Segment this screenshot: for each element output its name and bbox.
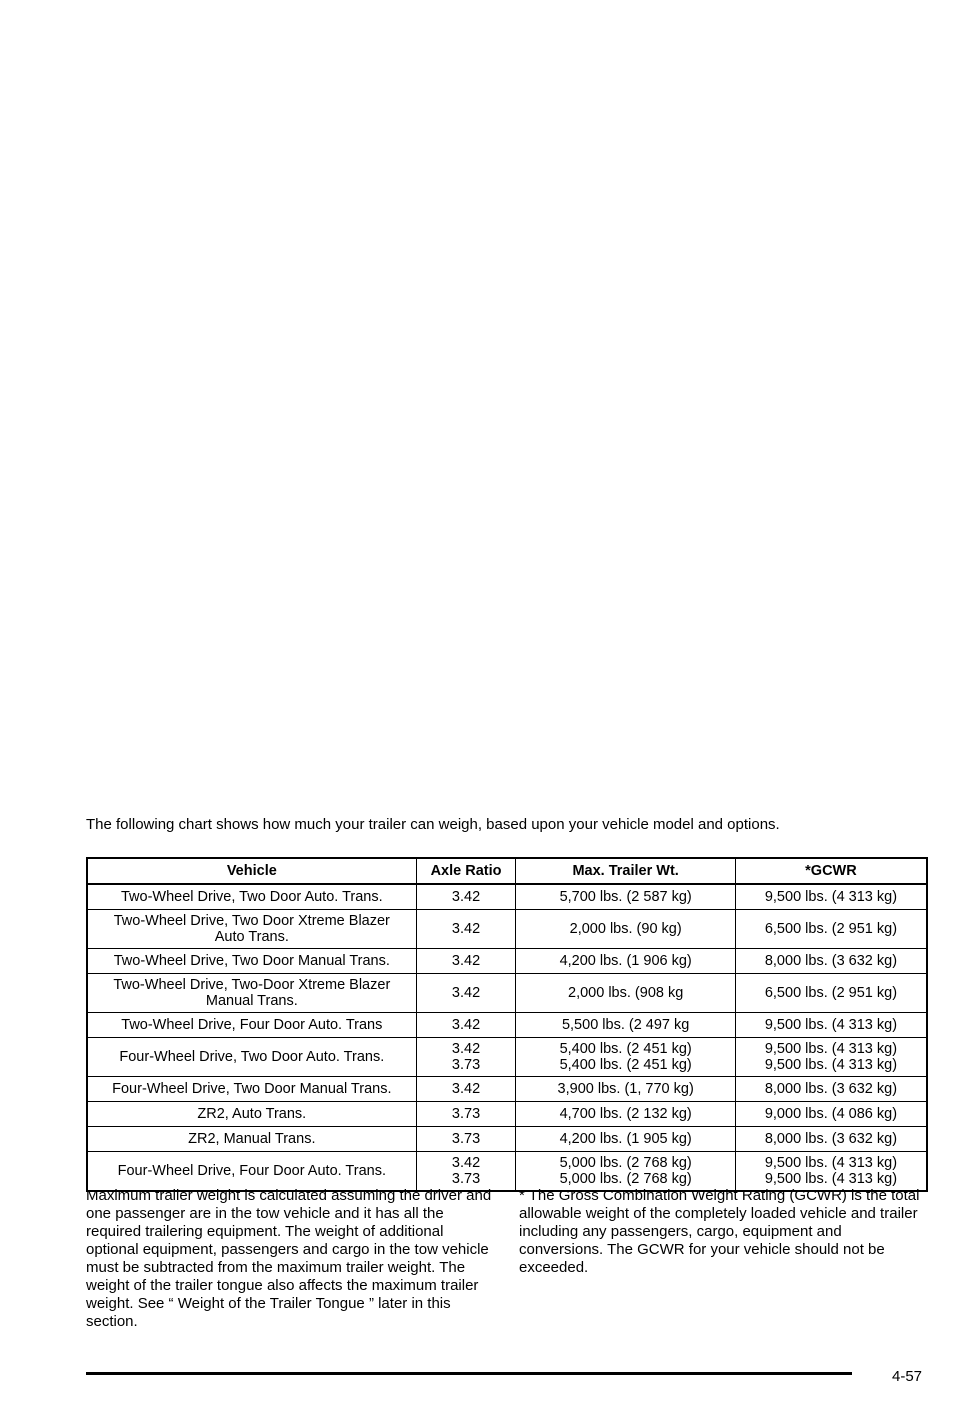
cell-line: 4,700 lbs. (2 132 kg): [559, 1106, 692, 1122]
cell-vehicle: [87, 1077, 416, 1102]
cell-line: Four-Wheel Drive, Four Door Auto. Trans.: [117, 1163, 386, 1179]
cell-gcwr: [735, 949, 927, 974]
cell-line: 6,500 lbs. (2 951 kg): [764, 921, 898, 937]
table-row: [87, 1152, 927, 1192]
cell-max-trailer-wt: [516, 1127, 735, 1152]
cell-line: 3.42: [451, 1041, 481, 1057]
cell-axle-ratio: [416, 974, 516, 1013]
table-row: [87, 1077, 927, 1102]
cell-axle-ratio: [416, 1127, 516, 1152]
cell-max-trailer-wt: [516, 1152, 735, 1192]
cell-vehicle: [87, 949, 416, 974]
left-paragraph: Maximum trailer weight is calculated assuming the driver and one passenger are in the tow vehicle and it has all the required trailering equipment. The weight of additional optional equipment, passengers and cargo in the tow vehicle must be subtracted from the maximum trailer weight. The weight of the trailer tongue also affects the maximum trailer weight. See “ Weight of the Trailer Tongue ” later in this section.: [86, 1187, 492, 1330]
cell-line: 4,200 lbs. (1 906 kg): [559, 953, 692, 969]
intro-text: The following chart shows how much your trailer can weigh, based upon your vehicle model and options.: [86, 816, 780, 833]
cell-axle-ratio: [416, 1077, 516, 1102]
cell-vehicle: [87, 1038, 416, 1077]
footer-rule: [86, 1372, 852, 1375]
cell-line: Two-Wheel Drive, Four Door Auto. Trans: [121, 1017, 383, 1033]
cell-max-trailer-wt: [516, 884, 735, 910]
cell-line: Two-Wheel Drive, Two Door Auto. Trans.: [120, 889, 383, 905]
cell-line: 8,000 lbs. (3 632 kg): [764, 1131, 898, 1147]
cell-line: 4,200 lbs. (1 905 kg): [559, 1131, 692, 1147]
cell-axle-ratio: [416, 1038, 516, 1077]
trailer-weight-table: [86, 857, 928, 1192]
table-row: [87, 1038, 927, 1077]
table-header-row: [87, 858, 927, 884]
cell-axle-ratio: [416, 1152, 516, 1192]
cell-gcwr: [735, 1152, 927, 1192]
table-row: [87, 949, 927, 974]
header-vehicle: Vehicle: [87, 858, 416, 884]
table-row: [87, 1013, 927, 1038]
cell-line: 5,000 lbs. (2 768 kg): [559, 1155, 692, 1171]
gcwr-footnote: * The Gross Combination Weight Rating (GCWR) is the total allowable weight of the completely loaded vehicle and trailer including any passengers, cargo, equipment and conversions. The GCWR for your vehicle should not be exceeded.: [519, 1187, 920, 1276]
table-row: [87, 884, 927, 910]
cell-vehicle: [87, 974, 416, 1013]
cell-gcwr: [735, 974, 927, 1013]
cell-line: 3.42: [451, 953, 481, 969]
table-row: [87, 1102, 927, 1127]
cell-line: Two-Wheel Drive, Two Door Xtreme Blazer: [113, 913, 390, 929]
cell-line: 9,500 lbs. (4 313 kg): [764, 1041, 898, 1057]
cell-line: 8,000 lbs. (3 632 kg): [764, 953, 898, 969]
cell-axle-ratio: [416, 884, 516, 910]
cell-vehicle: [87, 1102, 416, 1127]
cell-line: 3.73: [451, 1106, 481, 1122]
cell-vehicle: [87, 1127, 416, 1152]
cell-line: 3.42: [451, 1081, 481, 1097]
cell-max-trailer-wt: [516, 949, 735, 974]
cell-line: 3.42: [451, 985, 481, 1001]
table-row: [87, 910, 927, 949]
cell-axle-ratio: [416, 910, 516, 949]
cell-line: 3.42: [451, 1155, 481, 1171]
cell-line: Auto Trans.: [214, 929, 289, 945]
cell-line: 5,700 lbs. (2 587 kg): [559, 889, 692, 905]
cell-line: 9,500 lbs. (4 313 kg): [764, 1155, 898, 1171]
cell-line: 6,500 lbs. (2 951 kg): [764, 985, 898, 1001]
cell-line: 3,900 lbs. (1, 770 kg): [557, 1081, 694, 1097]
cell-line: Manual Trans.: [205, 993, 298, 1009]
cell-line: 9,500 lbs. (4 313 kg): [764, 1171, 898, 1187]
cell-line: 2,000 lbs. (90 kg): [569, 921, 682, 937]
cell-max-trailer-wt: [516, 1102, 735, 1127]
cell-line: 3.42: [451, 889, 481, 905]
cell-line: 9,500 lbs. (4 313 kg): [764, 1057, 898, 1073]
cell-line: 5,400 lbs. (2 451 kg): [559, 1057, 692, 1073]
cell-line: 3.73: [451, 1057, 481, 1073]
cell-line: Four-Wheel Drive, Two Door Manual Trans.: [112, 1081, 392, 1097]
cell-max-trailer-wt: [516, 910, 735, 949]
cell-line: 5,400 lbs. (2 451 kg): [559, 1041, 692, 1057]
cell-line: 8,000 lbs. (3 632 kg): [764, 1081, 898, 1097]
cell-vehicle: [87, 1013, 416, 1038]
cell-gcwr: [735, 1038, 927, 1077]
cell-line: Two-Wheel Drive, Two-Door Xtreme Blazer: [113, 977, 391, 993]
cell-axle-ratio: [416, 1102, 516, 1127]
cell-line: 2,000 lbs. (908 kg: [568, 985, 684, 1001]
header-max-trailer-wt: Max. Trailer Wt.: [516, 858, 735, 884]
header-axle-ratio: Axle Ratio: [416, 858, 516, 884]
cell-gcwr: [735, 1077, 927, 1102]
cell-max-trailer-wt: [516, 1038, 735, 1077]
cell-vehicle: [87, 910, 416, 949]
table-row: [87, 1127, 927, 1152]
cell-line: 9,500 lbs. (4 313 kg): [764, 1017, 898, 1033]
cell-axle-ratio: [416, 1013, 516, 1038]
cell-vehicle: [87, 884, 416, 910]
cell-line: 3.42: [451, 921, 481, 937]
cell-gcwr: [735, 1013, 927, 1038]
cell-line: 3.73: [451, 1131, 481, 1147]
cell-gcwr: [735, 910, 927, 949]
cell-axle-ratio: [416, 949, 516, 974]
header-gcwr: *GCWR: [735, 858, 927, 884]
cell-vehicle: [87, 1152, 416, 1192]
cell-line: ZR2, Auto Trans.: [197, 1106, 307, 1122]
cell-gcwr: [735, 1102, 927, 1127]
cell-max-trailer-wt: [516, 1077, 735, 1102]
cell-line: 5,000 lbs. (2 768 kg): [559, 1171, 692, 1187]
cell-line: 9,500 lbs. (4 313 kg): [764, 889, 898, 905]
cell-line: 3.42: [451, 1017, 481, 1033]
cell-line: Two-Wheel Drive, Two Door Manual Trans.: [113, 953, 390, 969]
cell-gcwr: [735, 1127, 927, 1152]
cell-max-trailer-wt: [516, 1013, 735, 1038]
cell-line: ZR2, Manual Trans.: [188, 1131, 316, 1147]
cell-line: 9,000 lbs. (4 086 kg): [764, 1106, 898, 1122]
cell-line: 3.73: [451, 1171, 481, 1187]
cell-line: Four-Wheel Drive, Two Door Auto. Trans.: [119, 1049, 385, 1065]
cell-line: 5,500 lbs. (2 497 kg: [561, 1017, 690, 1033]
cell-max-trailer-wt: [516, 974, 735, 1013]
page-number: 4-57: [892, 1368, 923, 1385]
cell-gcwr: [735, 884, 927, 910]
table-row: [87, 974, 927, 1013]
